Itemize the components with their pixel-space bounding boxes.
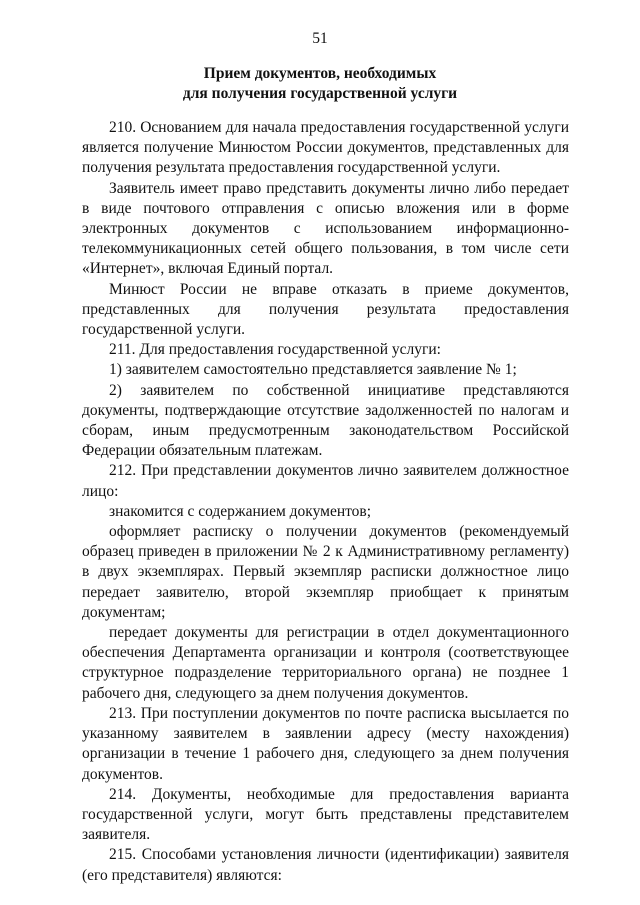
paragraph-212-review: знакомится с содержанием документов; [109, 502, 372, 520]
paragraph-212-receipt: оформляет расписку о получении документов (рекомендуемый образец приведен в приложении № 2 к Административному регламенту) в двух экземплярах. Первый экземпляр расписки должностное лицо передает заявителю, второй экземпляр приобщает к принятым документам; [82, 523, 569, 621]
paragraph-applicant-rights: Заявитель имеет право представить документы лично либо передает в виде почтового отправления с описью вложения или в форме электронных документов с использованием информационно-телекоммуникационных сетей общего пользования, в том числе сети «Интернет», включая Единый портал. [82, 179, 569, 278]
paragraph-210: 210. Основанием для начала предоставления государственной услуги является получение Минюстом России документов, представленных для получения результата предоставления государственной услуги. [82, 119, 569, 177]
section-title [0, 64, 640, 103]
document-body [82, 118, 569, 886]
paragraph-213: 213. При поступлении документов по почте расписка высылается по указанному заявителем в заявлении адресу (месту нахождения) организации в течение 1 рабочего дня, следующего за днем получения документов. [82, 704, 569, 783]
paragraph-215: 215. Способами установления личности (идентификации) заявителя (его представителя) являются: [82, 846, 569, 884]
paragraph-212-transfer: передает документы для регистрации в отдел документационного обеспечения Департамента организации и контроля (соответствующее структурное подразделение территориального органа) не позднее 1 рабочего дня, следующего за днем получения документов. [82, 624, 569, 702]
paragraph-214: 214. Документы, необходимые для предоставления варианта государственной услуги, могут быть представлены представителем заявителя. [82, 785, 569, 844]
section-title-line-2: для получения государственной услуги [182, 84, 458, 102]
paragraph-211-item-1: 1) заявителем самостоятельно представляется заявление № 1; [109, 361, 517, 379]
paragraph-212: 212. При представлении документов лично заявителем должностное лицо: [82, 462, 569, 500]
paragraph-211-item-2: 2) заявителем по собственной инициативе представляются документы, подтверждающие отсутствие задолженностей по налогам и сборам, иным предусмотренным законодательством Российской Федерации обязательным платежам. [82, 381, 569, 460]
page-number: 51 [312, 30, 328, 47]
section-title-line-1: Прием документов, необходимых [203, 65, 437, 82]
paragraph-211: 211. Для предоставления государственной услуги: [109, 341, 441, 359]
paragraph-no-refusal: Минюст России не вправе отказать в приеме документов, представленных для получения результата предоставления государственной услуги. [82, 280, 569, 339]
